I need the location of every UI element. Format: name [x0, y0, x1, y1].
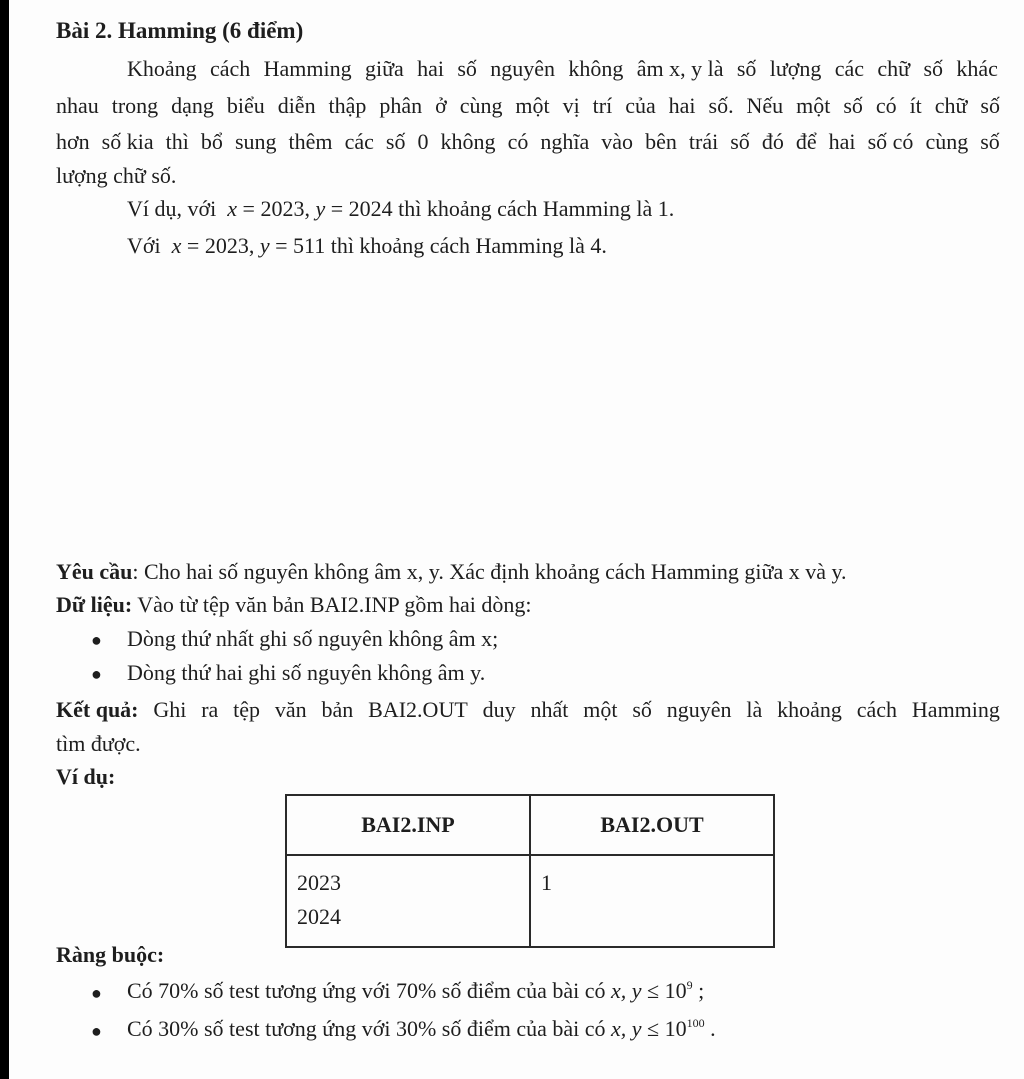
word: số [980, 129, 1000, 154]
problem-title: Bài 2. Hamming (6 điểm) [56, 18, 304, 43]
word: bên [645, 129, 677, 154]
word: nhất [530, 697, 569, 722]
word: Hamming [911, 697, 1000, 722]
constraint-text: Có 30% số test tương ứng với 30% số điểm của bài có [127, 1016, 611, 1041]
word: vị [562, 93, 580, 118]
word: bổ [200, 129, 223, 154]
constraint-op: ≤ [641, 978, 665, 1003]
word: Khoảng [127, 56, 197, 81]
intro-line-1 [127, 56, 998, 82]
input-bullet-2: Dòng thứ hai ghi số nguyên không âm y. [127, 660, 486, 685]
word: số kia [101, 129, 154, 154]
constraint-op: ≤ [641, 1016, 665, 1041]
word: một [583, 697, 618, 722]
word: cùng [459, 93, 503, 118]
word: một [515, 93, 550, 118]
word: Nếu [746, 93, 784, 118]
word: cách [856, 697, 898, 722]
document-page [9, 0, 1024, 1079]
bullet-icon: ● [91, 983, 102, 1003]
word: số [923, 56, 944, 81]
word: của [625, 93, 656, 118]
word: số [843, 93, 863, 118]
word: không [440, 129, 496, 154]
requirement-label: Yêu cầu [56, 559, 133, 584]
constraint-item-2 [127, 1016, 716, 1042]
output-line-1 [56, 697, 1000, 723]
x-value: 2023 [260, 196, 305, 221]
constraint-vars: x, y [611, 978, 642, 1003]
example-line-1: Ví dụ, với x = 2023, y = 2024 thì khoảng cách Hamming là 1. [127, 196, 675, 221]
bullet-icon: ● [91, 630, 102, 650]
word: chữ [877, 56, 911, 81]
word: 0 [417, 129, 429, 154]
word: các [834, 56, 865, 81]
example-suffix: thì khoảng cách Hamming là 4. [330, 233, 607, 258]
word: vào [601, 129, 634, 154]
output-line-2: tìm được. [56, 731, 141, 756]
word: Ghi [153, 697, 187, 722]
constraint-base: 10 [664, 1016, 687, 1041]
constraint-end: . [710, 1016, 716, 1041]
word: cách [210, 56, 251, 81]
input-label: Dữ liệu: [56, 592, 133, 617]
requirement-text: : Cho hai số nguyên không âm x, y. Xác định khoảng cách Hamming giữa x và y. [132, 559, 847, 584]
var-y: y [259, 233, 270, 258]
word: có [875, 93, 897, 118]
word: hơn [56, 129, 90, 154]
input-text: Vào từ tệp văn bản BAI2.INP gồm hai dòng: [132, 592, 532, 617]
word: thập [328, 93, 367, 118]
word: trí [592, 93, 613, 118]
word: là [746, 697, 763, 722]
word: số [632, 697, 652, 722]
intro-line-3 [56, 129, 1000, 155]
word: BAI2.OUT [368, 697, 468, 722]
example-suffix: thì khoảng cách Hamming là 1. [398, 196, 675, 221]
intro-line-2 [56, 93, 1000, 119]
x-value: 2023 [204, 233, 249, 258]
word: duy [482, 697, 516, 722]
word: cùng [925, 129, 969, 154]
output-label: Kết quả: [56, 697, 139, 722]
input-bullet-1: Dòng thứ nhất ghi số nguyên không âm x; [127, 626, 499, 651]
bullet-icon: ● [91, 1021, 102, 1041]
word: thêm [288, 129, 333, 154]
example-table [285, 794, 775, 948]
word: biểu [226, 93, 265, 118]
word: không [568, 56, 624, 81]
y-value: 511 [293, 233, 326, 258]
word: khác [956, 56, 998, 81]
requirement-line [56, 559, 847, 585]
word: ở [435, 93, 447, 118]
word: chữ [934, 93, 968, 118]
var-x: x [171, 233, 182, 258]
constraints-heading: Ràng buộc: [56, 942, 165, 967]
table-header-output: BAI2.OUT [530, 795, 774, 855]
word: âm x, y là [636, 56, 724, 81]
word: ra [201, 697, 219, 722]
table-row [286, 855, 774, 947]
word: hai [828, 129, 856, 154]
word: số [730, 129, 750, 154]
word: nguyên [666, 697, 732, 722]
word: nguyên [490, 56, 556, 81]
input-value: 2023 [297, 870, 341, 895]
constraint-item-1 [127, 978, 704, 1004]
var-x: x [227, 196, 238, 221]
word: tệp [233, 697, 261, 722]
word: số [980, 93, 1000, 118]
word: các [344, 129, 374, 154]
constraint-text: Có 70% số test tương ứng với 70% số điểm của bài có [127, 978, 611, 1003]
word: đó [761, 129, 784, 154]
word: hai [417, 56, 445, 81]
table-cell-input [286, 855, 530, 947]
word: số có [867, 129, 914, 154]
table-header-row [286, 795, 774, 855]
left-black-edge [0, 0, 9, 1079]
constraint-vars: x, y [611, 1016, 642, 1041]
y-value: 2024 [348, 196, 393, 221]
word: bản [321, 697, 354, 722]
word: để [795, 129, 817, 154]
bullet-icon: ● [91, 664, 102, 684]
intro-line-4: lượng chữ số. [56, 163, 177, 188]
example-prefix: Với [127, 233, 161, 258]
word: thì [165, 129, 189, 154]
word: số [457, 56, 477, 81]
word: có [507, 129, 529, 154]
table-header-input: BAI2.INP [286, 795, 530, 855]
word: nhau [56, 93, 99, 118]
word: ít [909, 93, 922, 118]
word: số [736, 56, 757, 81]
word: trái [688, 129, 719, 154]
word: hai [668, 93, 696, 118]
word: dạng [171, 93, 214, 118]
constraint-exponent: 100 [686, 1016, 705, 1030]
table-cell-output [530, 855, 774, 947]
input-value: 2024 [297, 904, 341, 929]
constraint-exponent: 9 [686, 978, 693, 992]
word: một [796, 93, 831, 118]
word: khoảng [777, 697, 842, 722]
constraint-end: ; [698, 978, 705, 1003]
word: phân [379, 93, 423, 118]
word: sung [234, 129, 277, 154]
word: Hamming [263, 56, 352, 81]
example-heading: Ví dụ: [56, 764, 116, 789]
var-y: y [315, 196, 326, 221]
word: số. [708, 93, 734, 118]
word: nghĩa [540, 129, 590, 154]
example-prefix: Ví dụ, với [127, 196, 217, 221]
example-line-2: Với x = 2023, y = 511 thì khoảng cách Hamming là 4. [127, 233, 607, 258]
input-line [56, 592, 531, 618]
word: số [385, 129, 406, 154]
output-value: 1 [541, 870, 552, 895]
word: diễn [277, 93, 316, 118]
constraint-base: 10 [664, 978, 687, 1003]
word: văn [274, 697, 307, 722]
word: trong [111, 93, 159, 118]
word: giữa [364, 56, 404, 81]
word: lượng [769, 56, 822, 81]
